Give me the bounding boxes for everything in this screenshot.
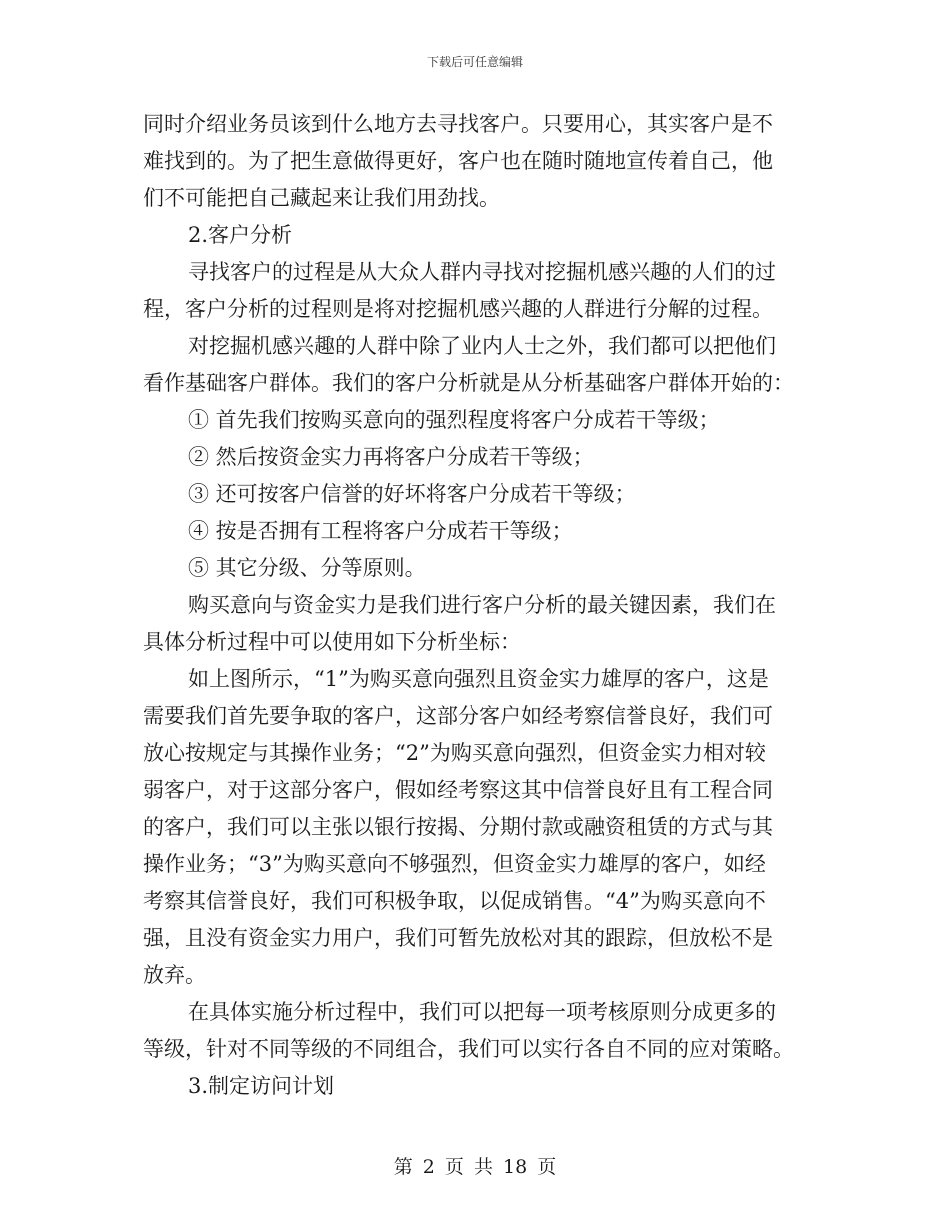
text-line: ③ 还可按客户信誉的好坏将客户分成若干等级； <box>188 482 636 506</box>
document-body <box>143 106 813 1105</box>
text-line: 操作业务；“3”为购买意向不够强烈，但资金实力雄厚的客户，如经 <box>143 852 766 876</box>
page-footer: 第 2 页 共 18 页 <box>393 1156 557 1178</box>
text-line: ④ 按是否拥有工程将客户分成若干等级； <box>188 519 573 543</box>
text-line: 具体分析过程中可以使用如下分析坐标： <box>143 630 521 654</box>
text-line: 2.客户分析 <box>188 223 293 247</box>
text-line: 放弃。 <box>143 963 206 987</box>
text-line: 弱客户，对于这部分客户，假如经考察这其中信誉良好且有工程合同 <box>143 778 773 802</box>
text-line: ② 然后按资金实力再将客户分成若干等级； <box>188 445 594 469</box>
text-line: 购买意向与资金实力是我们进行客户分析的最关键因素，我们在 <box>188 593 776 617</box>
text-line: 对挖掘机感兴趣的人群中除了业内人士之外，我们都可以把他们 <box>188 334 776 358</box>
text-line: 如上图所示，“1”为购买意向强烈且资金实力雄厚的客户，这是 <box>188 667 769 691</box>
page-header: 下载后可任意编辑 <box>426 55 523 69</box>
text-line: 的客户，我们可以主张以银行按揭、分期付款或融资租赁的方式与其 <box>143 815 773 839</box>
text-line: 放心按规定与其操作业务；“2”为购买意向强烈，但资金实力相对较 <box>143 741 766 765</box>
text-line: 3.制定访问计划 <box>188 1074 335 1098</box>
text-line: 寻找客户的过程是从大众人群内寻找对挖掘机感兴趣的人们的过 <box>188 260 776 284</box>
text-line: ⑤ 其它分级、分等原则。 <box>188 556 426 580</box>
text-line: 考察其信誉良好，我们可积极争取，以促成销售。“4”为购买意向不 <box>143 889 766 913</box>
text-line: 看作基础客户群体。我们的客户分析就是从分析基础客户群体开始的： <box>143 371 794 395</box>
text-line: 强，且没有资金实力用户，我们可暂先放松对其的跟踪，但放松不是 <box>143 926 773 950</box>
text-line: 在具体实施分析过程中，我们可以把每一项考核原则分成更多的 <box>188 1000 776 1024</box>
text-line: 需要我们首先要争取的客户，这部分客户如经考察信誉良好，我们可 <box>143 704 773 728</box>
text-line: 同时介绍业务员该到什么地方去寻找客户。只要用心，其实客户是不 <box>143 112 773 136</box>
text-line: 等级，针对不同等级的不同组合，我们可以实行各自不同的应对策略。 <box>143 1037 794 1061</box>
text-line: 程，客户分析的过程则是将对挖掘机感兴趣的人群进行分解的过程。 <box>143 297 773 321</box>
text-line: 难找到的。为了把生意做得更好，客户也在随时随地宣传着自己，他 <box>143 149 773 173</box>
text-line: ① 首先我们按购买意向的强烈程度将客户分成若干等级； <box>188 408 720 432</box>
text-line: 们不可能把自己藏起来让我们用劲找。 <box>143 186 500 210</box>
